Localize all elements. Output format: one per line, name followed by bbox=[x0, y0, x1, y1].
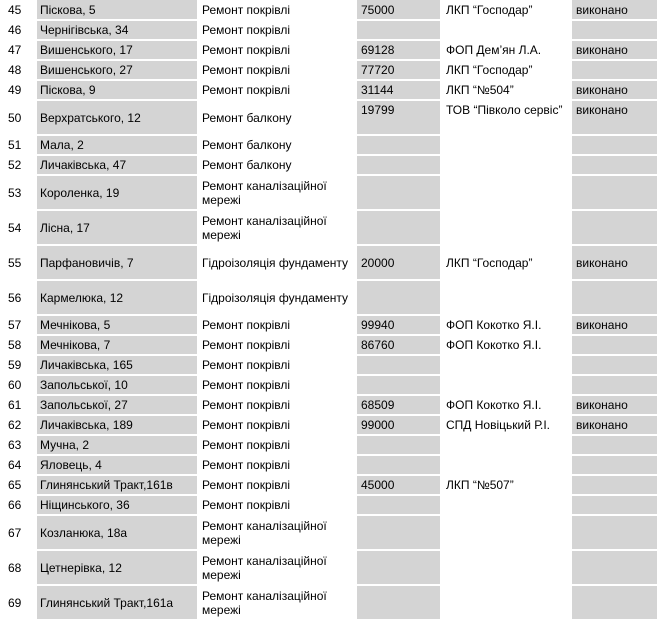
contractor-cell bbox=[441, 585, 571, 620]
amount-cell bbox=[356, 585, 441, 620]
work-type-cell: Ремонт покрівлі bbox=[198, 395, 356, 415]
table-row bbox=[0, 315, 658, 335]
row-number-cell: 60 bbox=[0, 375, 36, 395]
table-row bbox=[0, 280, 658, 315]
table-row bbox=[0, 495, 658, 515]
row-number-cell: 54 bbox=[0, 210, 36, 245]
status-cell bbox=[571, 20, 658, 40]
contractor-cell: СПД Новіцький Р.І. bbox=[441, 415, 571, 435]
amount-cell: 31144 bbox=[356, 80, 441, 100]
status-cell bbox=[571, 355, 658, 375]
status-cell bbox=[571, 455, 658, 475]
contractor-cell: ЛКП “Господар” bbox=[441, 0, 571, 20]
row-number-cell: 63 bbox=[0, 435, 36, 455]
table-row bbox=[0, 155, 658, 175]
table-row bbox=[0, 375, 658, 395]
work-type-cell: Ремонт балкону bbox=[198, 135, 356, 155]
row-number-cell: 65 bbox=[0, 475, 36, 495]
work-type-cell: Ремонт покрівлі bbox=[198, 315, 356, 335]
row-number-cell: 51 bbox=[0, 135, 36, 155]
amount-cell bbox=[356, 435, 441, 455]
amount-cell bbox=[356, 355, 441, 375]
contractor-cell: ЛКП “Господар” bbox=[441, 245, 571, 280]
status-cell bbox=[571, 335, 658, 355]
status-cell bbox=[571, 210, 658, 245]
status-cell bbox=[571, 60, 658, 80]
amount-cell: 45000 bbox=[356, 475, 441, 495]
address-cell: Запольської, 27 bbox=[36, 395, 198, 415]
contractor-cell bbox=[441, 455, 571, 475]
row-number-cell: 46 bbox=[0, 20, 36, 40]
row-number-cell: 69 bbox=[0, 585, 36, 620]
amount-cell: 20000 bbox=[356, 245, 441, 280]
status-cell bbox=[571, 155, 658, 175]
work-type-cell: Гідроізоляція фундаменту bbox=[198, 245, 356, 280]
row-number-cell: 47 bbox=[0, 40, 36, 60]
table-row bbox=[0, 100, 658, 135]
work-type-cell: Ремонт покрівлі bbox=[198, 20, 356, 40]
status-cell: виконано bbox=[571, 315, 658, 335]
work-type-cell: Ремонт покрівлі bbox=[198, 495, 356, 515]
work-type-cell: Ремонт покрівлі bbox=[198, 80, 356, 100]
row-number-cell: 55 bbox=[0, 245, 36, 280]
address-cell: Чернігівська, 34 bbox=[36, 20, 198, 40]
row-number-cell: 58 bbox=[0, 335, 36, 355]
status-cell bbox=[571, 280, 658, 315]
amount-cell bbox=[356, 210, 441, 245]
table-row bbox=[0, 515, 658, 550]
address-cell: Мечнікова, 7 bbox=[36, 335, 198, 355]
table-row bbox=[0, 415, 658, 435]
amount-cell: 77720 bbox=[356, 60, 441, 80]
table-row bbox=[0, 455, 658, 475]
row-number-cell: 68 bbox=[0, 550, 36, 585]
contractor-cell bbox=[441, 375, 571, 395]
amount-cell: 68509 bbox=[356, 395, 441, 415]
table-row bbox=[0, 80, 658, 100]
contractor-cell: ЛКП “№504” bbox=[441, 80, 571, 100]
row-number-cell: 53 bbox=[0, 175, 36, 210]
address-cell: Мала, 2 bbox=[36, 135, 198, 155]
work-type-cell: Ремонт балкону bbox=[198, 100, 356, 135]
status-cell: виконано bbox=[571, 415, 658, 435]
row-number-cell: 59 bbox=[0, 355, 36, 375]
work-type-cell: Ремонт каналізаційної мережі bbox=[198, 515, 356, 550]
status-cell bbox=[571, 435, 658, 455]
table-row bbox=[0, 395, 658, 415]
work-type-cell: Ремонт покрівлі bbox=[198, 355, 356, 375]
contractor-cell: ФОП Кокотко Я.І. bbox=[441, 315, 571, 335]
table-row bbox=[0, 20, 658, 40]
work-type-cell: Ремонт покрівлі bbox=[198, 455, 356, 475]
contractor-cell: ЛКП “Господар” bbox=[441, 60, 571, 80]
work-type-cell: Ремонт покрівлі bbox=[198, 60, 356, 80]
row-number-cell: 64 bbox=[0, 455, 36, 475]
work-type-cell: Ремонт покрівлі bbox=[198, 375, 356, 395]
address-cell: Мечнікова, 5 bbox=[36, 315, 198, 335]
contractor-cell: ФОП Кокотко Я.І. bbox=[441, 395, 571, 415]
row-number-cell: 48 bbox=[0, 60, 36, 80]
table-row bbox=[0, 175, 658, 210]
contractor-cell bbox=[441, 135, 571, 155]
amount-cell: 99000 bbox=[356, 415, 441, 435]
contractor-cell bbox=[441, 550, 571, 585]
contractor-cell bbox=[441, 155, 571, 175]
status-cell: виконано bbox=[571, 40, 658, 60]
address-cell: Кармелюка, 12 bbox=[36, 280, 198, 315]
amount-cell bbox=[356, 280, 441, 315]
amount-cell bbox=[356, 550, 441, 585]
row-number-cell: 45 bbox=[0, 0, 36, 20]
table-row bbox=[0, 475, 658, 495]
work-type-cell: Ремонт каналізаційної мережі bbox=[198, 550, 356, 585]
table-row bbox=[0, 335, 658, 355]
work-type-cell: Ремонт каналізаційної мережі bbox=[198, 210, 356, 245]
table-row bbox=[0, 435, 658, 455]
status-cell: виконано bbox=[571, 245, 658, 280]
table-row bbox=[0, 40, 658, 60]
address-cell: Личаківська, 189 bbox=[36, 415, 198, 435]
address-cell: Короленка, 19 bbox=[36, 175, 198, 210]
row-number-cell: 57 bbox=[0, 315, 36, 335]
amount-cell bbox=[356, 20, 441, 40]
table-row bbox=[0, 245, 658, 280]
work-type-cell: Ремонт покрівлі bbox=[198, 415, 356, 435]
status-cell: виконано bbox=[571, 100, 658, 135]
amount-cell bbox=[356, 375, 441, 395]
amount-cell bbox=[356, 175, 441, 210]
contractor-cell bbox=[441, 515, 571, 550]
amount-cell: 86760 bbox=[356, 335, 441, 355]
address-cell: Вишенського, 27 bbox=[36, 60, 198, 80]
amount-cell: 69128 bbox=[356, 40, 441, 60]
address-cell: Глинянський Тракт,161а bbox=[36, 585, 198, 620]
row-number-cell: 56 bbox=[0, 280, 36, 315]
address-cell: Глинянський Тракт,161в bbox=[36, 475, 198, 495]
table-row bbox=[0, 135, 658, 155]
status-cell bbox=[571, 175, 658, 210]
table-row bbox=[0, 585, 658, 620]
address-cell: Вишенського, 17 bbox=[36, 40, 198, 60]
amount-cell bbox=[356, 515, 441, 550]
contractor-cell: ЛКП “№507” bbox=[441, 475, 571, 495]
work-type-cell: Ремонт покрівлі bbox=[198, 40, 356, 60]
row-number-cell: 49 bbox=[0, 80, 36, 100]
contractor-cell: ФОП Кокотко Я.І. bbox=[441, 335, 571, 355]
contractor-cell bbox=[441, 280, 571, 315]
work-type-cell: Ремонт каналізаційної мережі bbox=[198, 175, 356, 210]
address-cell: Лісна, 17 bbox=[36, 210, 198, 245]
status-cell bbox=[571, 585, 658, 620]
work-type-cell: Ремонт каналізаційної мережі bbox=[198, 585, 356, 620]
row-number-cell: 67 bbox=[0, 515, 36, 550]
address-cell: Піскова, 9 bbox=[36, 80, 198, 100]
address-cell: Личаківська, 47 bbox=[36, 155, 198, 175]
row-number-cell: 66 bbox=[0, 495, 36, 515]
amount-cell: 99940 bbox=[356, 315, 441, 335]
status-cell bbox=[571, 135, 658, 155]
table-row bbox=[0, 210, 658, 245]
address-cell: Козланюка, 18а bbox=[36, 515, 198, 550]
contractor-cell: ФОП Дем’ян Л.А. bbox=[441, 40, 571, 60]
status-cell bbox=[571, 475, 658, 495]
contractor-cell bbox=[441, 435, 571, 455]
amount-cell bbox=[356, 135, 441, 155]
status-cell bbox=[571, 550, 658, 585]
work-type-cell: Ремонт покрівлі bbox=[198, 435, 356, 455]
status-cell bbox=[571, 515, 658, 550]
contractor-cell bbox=[441, 210, 571, 245]
row-number-cell: 50 bbox=[0, 100, 36, 135]
work-type-cell: Ремонт покрівлі bbox=[198, 475, 356, 495]
amount-cell: 75000 bbox=[356, 0, 441, 20]
address-cell: Личаківська, 165 bbox=[36, 355, 198, 375]
work-type-cell: Ремонт балкону bbox=[198, 155, 356, 175]
table-row bbox=[0, 0, 658, 20]
row-number-cell: 52 bbox=[0, 155, 36, 175]
amount-cell bbox=[356, 495, 441, 515]
status-cell: виконано bbox=[571, 395, 658, 415]
amount-cell bbox=[356, 155, 441, 175]
work-type-cell: Ремонт покрівлі bbox=[198, 0, 356, 20]
address-cell: Мучна, 2 bbox=[36, 435, 198, 455]
work-type-cell: Ремонт покрівлі bbox=[198, 335, 356, 355]
work-type-cell: Гідроізоляція фундаменту bbox=[198, 280, 356, 315]
contractor-cell bbox=[441, 20, 571, 40]
table-row bbox=[0, 60, 658, 80]
address-cell: Ніщинського, 36 bbox=[36, 495, 198, 515]
address-cell: Цетнерівка, 12 bbox=[36, 550, 198, 585]
address-cell: Яловець, 4 bbox=[36, 455, 198, 475]
status-cell: виконано bbox=[571, 0, 658, 20]
row-number-cell: 62 bbox=[0, 415, 36, 435]
contractor-cell: ТОВ “Півколо сервіс” bbox=[441, 100, 571, 135]
contractor-cell bbox=[441, 175, 571, 210]
address-cell: Верхратського, 12 bbox=[36, 100, 198, 135]
contractor-cell bbox=[441, 495, 571, 515]
status-cell: виконано bbox=[571, 80, 658, 100]
row-number-cell: 61 bbox=[0, 395, 36, 415]
address-cell: Парфановичів, 7 bbox=[36, 245, 198, 280]
status-cell bbox=[571, 495, 658, 515]
table-row bbox=[0, 550, 658, 585]
address-cell: Піскова, 5 bbox=[36, 0, 198, 20]
table-row bbox=[0, 355, 658, 375]
amount-cell: 19799 bbox=[356, 100, 441, 135]
status-cell bbox=[571, 375, 658, 395]
address-cell: Запольської, 10 bbox=[36, 375, 198, 395]
amount-cell bbox=[356, 455, 441, 475]
contractor-cell bbox=[441, 355, 571, 375]
